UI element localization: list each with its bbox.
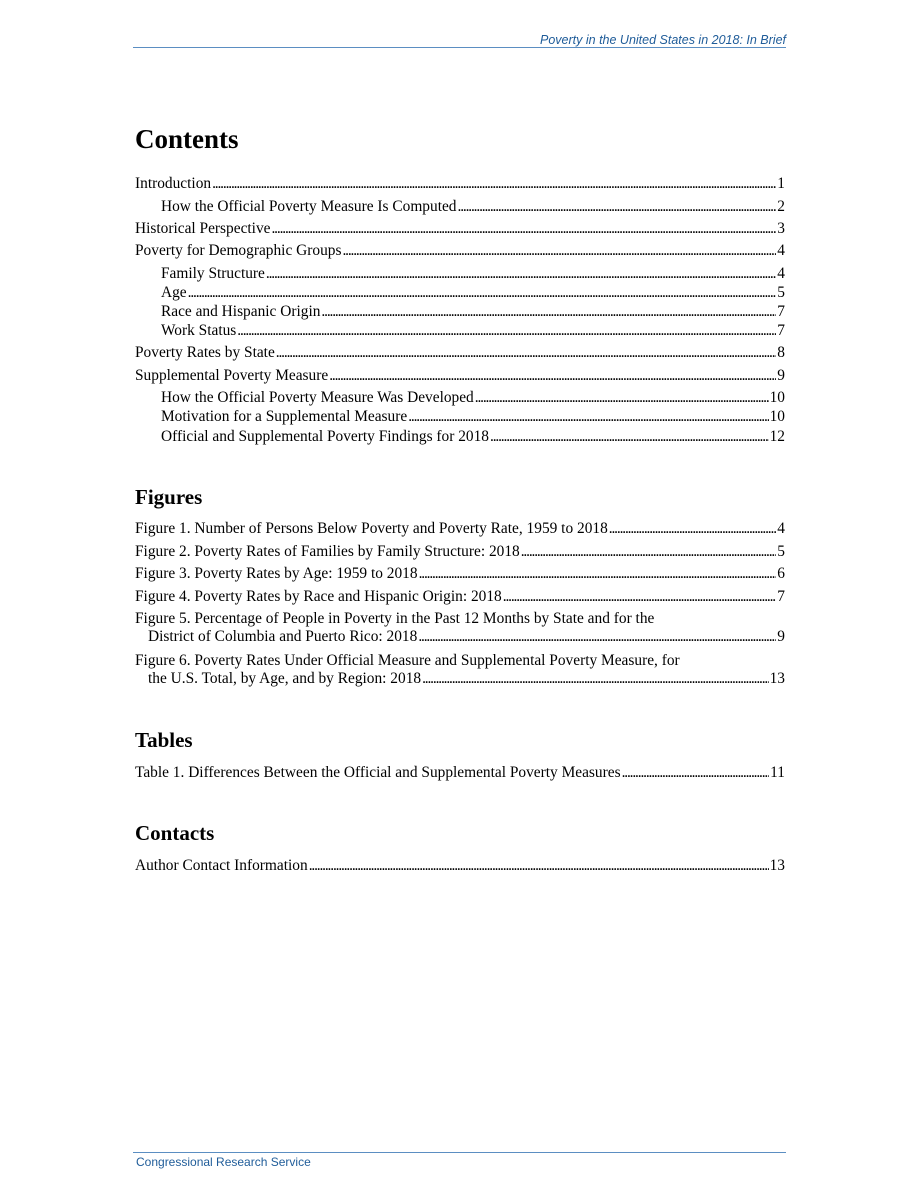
toc-entry-official-measure-developed[interactable] [161, 389, 785, 407]
toc-entry-page: 12 [769, 428, 785, 445]
figure-entry-label: Figure 4. Poverty Rates by Race and Hispanic Origin: 2018 [135, 588, 502, 605]
figure-entry-label-continued: the U.S. Total, by Age, and by Region: 2018 [148, 670, 422, 687]
toc-entry-page: 10 [769, 389, 785, 406]
toc-entry-label: Official and Supplemental Poverty Findings for 2018 [161, 428, 490, 445]
figures-heading: Figures [135, 485, 203, 509]
figure-entry-page: 7 [777, 588, 785, 605]
dot-leader [321, 303, 776, 321]
dot-leader [503, 588, 777, 606]
dot-leader [309, 857, 769, 875]
toc-entry-label: Historical Perspective [135, 220, 271, 237]
figure-entry-label: Figure 2. Poverty Rates of Families by Family Structure: 2018 [135, 543, 520, 560]
toc-entry-race-hispanic-origin[interactable] [161, 303, 785, 321]
dot-leader [237, 322, 776, 340]
dot-leader [609, 520, 777, 538]
table-entry-label: Table 1. Differences Between the Official and Supplemental Poverty Measures [135, 764, 621, 781]
figure-entry-label: Figure 5. Percentage of People in Poverty in the Past 12 Months by State and for the [135, 610, 655, 627]
toc-entry-introduction[interactable] [135, 175, 785, 193]
figure-entry-page: 6 [777, 565, 785, 582]
footer-publisher: Congressional Research Service [136, 1155, 311, 1169]
toc-entry-label: Poverty Rates by State [135, 344, 275, 361]
figure-entry-1[interactable] [135, 520, 785, 538]
toc-entry-demographic-groups[interactable] [135, 242, 785, 260]
toc-entry-page: 4 [777, 242, 785, 259]
toc-entry-page: 3 [777, 220, 785, 237]
footer-rule [133, 1152, 786, 1153]
contact-entry-page: 13 [769, 857, 785, 874]
dot-leader [475, 389, 769, 407]
contacts-heading: Contacts [135, 821, 215, 845]
dot-leader [271, 220, 776, 238]
toc-entry-page: 5 [777, 284, 785, 301]
dot-leader [418, 628, 776, 646]
toc-entry-page: 7 [777, 322, 785, 339]
toc-entry-page: 9 [777, 367, 785, 384]
figure-entry-label: Figure 3. Poverty Rates by Age: 1959 to 2018 [135, 565, 418, 582]
dot-leader [408, 408, 768, 426]
toc-entry-page: 8 [777, 344, 785, 361]
dot-leader [188, 284, 777, 302]
dot-leader [342, 242, 776, 260]
dot-leader [329, 367, 776, 385]
toc-entry-label: Work Status [161, 322, 237, 339]
toc-entry-page: 2 [777, 198, 785, 215]
dot-leader [490, 428, 769, 446]
figure-entry-page: 13 [769, 670, 785, 687]
dot-leader [276, 344, 777, 362]
contact-entry-label: Author Contact Information [135, 857, 308, 874]
dot-leader [266, 265, 776, 283]
table-entry-1[interactable] [135, 764, 785, 782]
toc-entry-supplemental-measure[interactable] [135, 367, 785, 385]
toc-entry-work-status[interactable] [161, 322, 785, 340]
contents-heading: Contents [135, 124, 239, 154]
figure-entry-label: Figure 6. Poverty Rates Under Official Measure and Supplemental Poverty Measure, for [135, 652, 680, 669]
dot-leader [521, 543, 777, 561]
figure-entry-page: 4 [777, 520, 785, 537]
figure-entry-5[interactable] [135, 610, 785, 646]
toc-entry-label: Race and Hispanic Origin [161, 303, 321, 320]
dot-leader [422, 670, 769, 688]
toc-entry-page: 1 [777, 175, 785, 192]
toc-entry-official-measure-computed[interactable] [161, 198, 785, 216]
figure-entry-2[interactable] [135, 543, 785, 561]
toc-entry-findings-2018[interactable] [161, 428, 785, 446]
dot-leader [622, 764, 770, 782]
toc-entry-historical-perspective[interactable] [135, 220, 785, 238]
dot-leader [419, 565, 777, 583]
toc-entry-family-structure[interactable] [161, 265, 785, 283]
toc-entry-rates-by-state[interactable] [135, 344, 785, 362]
figure-entry-label: Figure 1. Number of Persons Below Poverty and Poverty Rate, 1959 to 2018 [135, 520, 608, 537]
toc-entry-label: Family Structure [161, 265, 265, 282]
tables-heading: Tables [135, 728, 193, 752]
figure-entry-page: 5 [777, 543, 785, 560]
toc-entry-page: 10 [769, 408, 785, 425]
figure-entry-3[interactable] [135, 565, 785, 583]
figure-entry-4[interactable] [135, 588, 785, 606]
figure-entry-6[interactable] [135, 652, 785, 688]
running-header-title: Poverty in the United States in 2018: In Brief [540, 33, 786, 47]
toc-entry-label: Motivation for a Supplemental Measure [161, 408, 408, 425]
header-rule [133, 47, 786, 48]
toc-entry-page: 7 [777, 303, 785, 320]
toc-entry-label: Poverty for Demographic Groups [135, 242, 342, 259]
toc-entry-label: Supplemental Poverty Measure [135, 367, 329, 384]
toc-entry-age[interactable] [161, 284, 785, 302]
dot-leader [458, 198, 777, 216]
table-entry-page: 11 [770, 764, 785, 781]
toc-entry-label: Introduction [135, 175, 212, 192]
toc-entry-label: Age [161, 284, 187, 301]
dot-leader [212, 175, 776, 193]
figure-entry-page: 9 [777, 628, 785, 645]
toc-entry-page: 4 [777, 265, 785, 282]
toc-entry-label: How the Official Poverty Measure Is Computed [161, 198, 457, 215]
contact-entry-author[interactable] [135, 857, 785, 875]
figure-entry-label-continued: District of Columbia and Puerto Rico: 2018 [148, 628, 418, 645]
toc-entry-motivation-supplemental[interactable] [161, 408, 785, 426]
toc-entry-label: How the Official Poverty Measure Was Developed [161, 389, 474, 406]
